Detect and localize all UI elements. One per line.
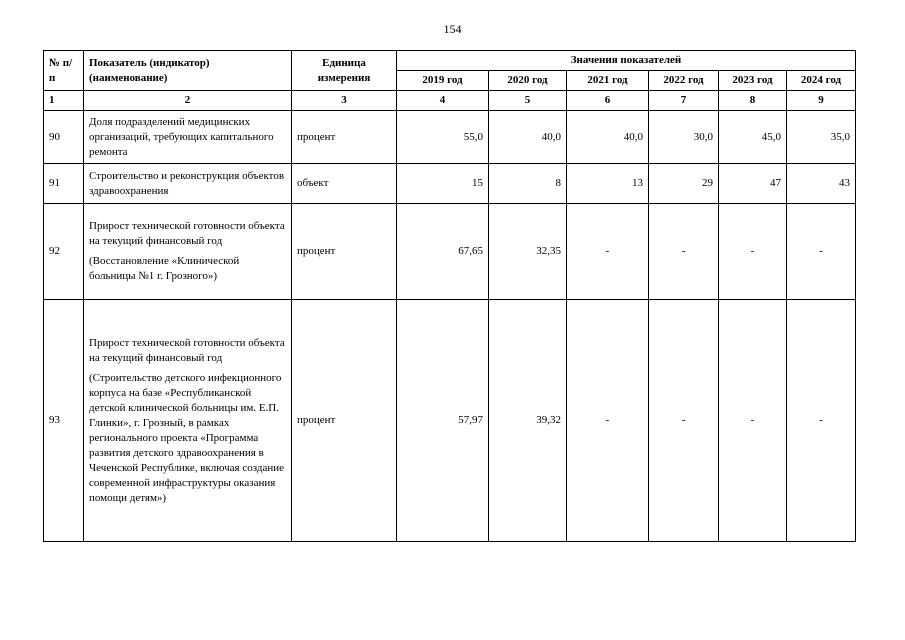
- indicator-note: (Восстановление «Клинической больницы №1 г. Грозного»): [89, 255, 240, 282]
- table-row: [44, 111, 856, 164]
- value-cell: -: [719, 300, 787, 542]
- value-cell: 40,0: [567, 111, 649, 164]
- column-index: 4: [397, 91, 489, 111]
- header-values-group: Значения показателей: [397, 51, 856, 71]
- header-year: 2022 год: [649, 71, 719, 91]
- value-cell: -: [649, 300, 719, 542]
- table-row: [44, 204, 856, 300]
- indicator-cell: [84, 111, 292, 164]
- indicator-note: (Строительство детского инфекционного корпуса на базе «Республиканской детской клинической больницы им. Е.П. Глинки», г. Грозный, в рамках регионального проекта «Программа развития детского здравоохранения в Чеченской Республике, включая создание современной инфраструктуры оказания помощи детям»): [89, 371, 284, 504]
- row-number: 91: [44, 164, 84, 204]
- header-indicator: Показатель (индикатор) (наименование): [84, 51, 292, 91]
- header-row-1: [44, 51, 856, 71]
- indicator-name: Прирост технической готовности объекта на текущий финансовый год: [89, 336, 285, 364]
- page-number: 154: [443, 22, 462, 36]
- row-number: 93: [44, 300, 84, 542]
- value-cell: 13: [567, 164, 649, 204]
- indicator-cell: [84, 164, 292, 204]
- header-year: 2021 год: [567, 71, 649, 91]
- indicators-table: [43, 50, 856, 542]
- value-cell: -: [719, 204, 787, 300]
- value-cell: 40,0: [489, 111, 567, 164]
- header-unit: Единица измерения: [292, 51, 397, 91]
- value-cell: 39,32: [489, 300, 567, 542]
- value-cell: 35,0: [787, 111, 856, 164]
- column-index: 7: [649, 91, 719, 111]
- value-cell: 29: [649, 164, 719, 204]
- indicator-name: Строительство и реконструкция объектов здравоохранения: [89, 169, 285, 197]
- indicator-cell: [84, 204, 292, 300]
- header-year: 2024 год: [787, 71, 856, 91]
- row-number: 92: [44, 204, 84, 300]
- column-index: 6: [567, 91, 649, 111]
- value-cell: 43: [787, 164, 856, 204]
- column-index-row: [44, 91, 856, 111]
- value-cell: -: [567, 204, 649, 300]
- unit-cell: процент: [292, 111, 397, 164]
- value-cell: -: [567, 300, 649, 542]
- value-cell: 15: [397, 164, 489, 204]
- table-row: [44, 164, 856, 204]
- value-cell: 67,65: [397, 204, 489, 300]
- unit-cell: процент: [292, 300, 397, 542]
- value-cell: -: [787, 300, 856, 542]
- indicator-name: Доля подразделений медицинских организаций, требующих капитального ремонта: [89, 115, 274, 158]
- column-index: 2: [84, 91, 292, 111]
- value-cell: 8: [489, 164, 567, 204]
- indicator-cell: [84, 300, 292, 542]
- value-cell: 55,0: [397, 111, 489, 164]
- column-index: 3: [292, 91, 397, 111]
- value-cell: -: [787, 204, 856, 300]
- column-index: 5: [489, 91, 567, 111]
- value-cell: 30,0: [649, 111, 719, 164]
- value-cell: -: [649, 204, 719, 300]
- value-cell: 45,0: [719, 111, 787, 164]
- header-num: № п/п: [44, 51, 84, 91]
- header-year: 2020 год: [489, 71, 567, 91]
- column-index: 1: [44, 91, 84, 111]
- table-row: [44, 300, 856, 542]
- value-cell: 32,35: [489, 204, 567, 300]
- value-cell: 57,97: [397, 300, 489, 542]
- column-index: 8: [719, 91, 787, 111]
- column-index: 9: [787, 91, 856, 111]
- header-year: 2023 год: [719, 71, 787, 91]
- header-year: 2019 год: [397, 71, 489, 91]
- row-number: 90: [44, 111, 84, 164]
- unit-cell: объект: [292, 164, 397, 204]
- value-cell: 47: [719, 164, 787, 204]
- indicator-name: Прирост технической готовности объекта на текущий финансовый год: [89, 220, 285, 247]
- unit-cell: процент: [292, 204, 397, 300]
